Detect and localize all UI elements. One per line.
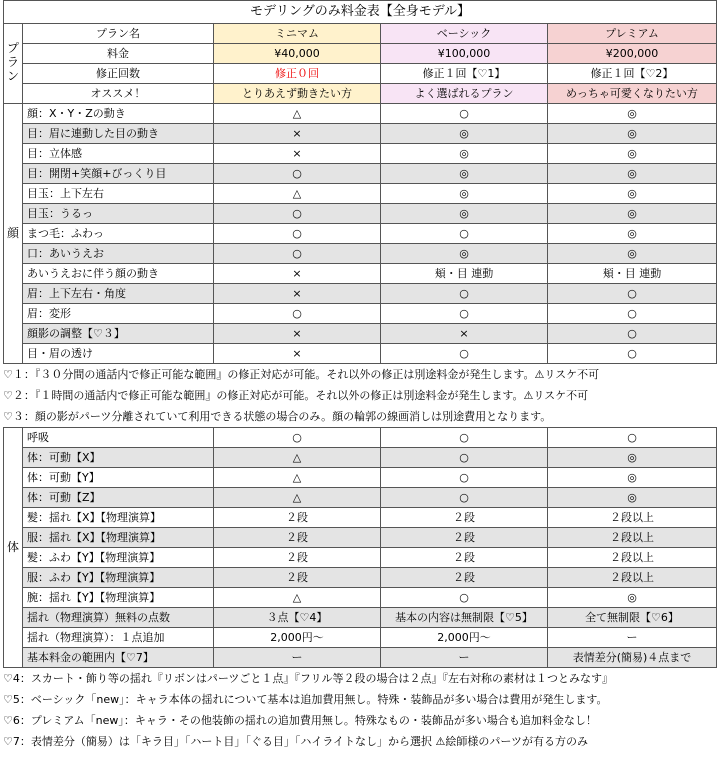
- face-minimum-value: ×: [214, 284, 381, 304]
- body-feature-label: 揺れ（物理演算）無料の点数: [23, 608, 214, 628]
- plan-name-header: プラン名: [23, 24, 214, 44]
- plan-premium: プレミアム: [548, 24, 717, 44]
- footnote: ♡6：プレミアム「new」：キャラ・その他装飾の揺れの追加費用無し。特殊なもの・装飾品が多い場合も追加料金なし！: [3, 714, 597, 727]
- footnote: ♡３：顔の影がパーツ分離されていて利用できる状態の場合のみ。顔の輪郭の線画消しは別途費用となります。: [3, 410, 552, 423]
- body-row: [4, 468, 717, 488]
- body-feature-label: 基本料金の範囲内【♡7】: [23, 648, 214, 668]
- footnote: ♡１：『３０分間の通話内で修正可能な範囲』の修正対応が可能。それ以外の修正は別途料金が発生します。⚠リスケ不可: [3, 368, 600, 381]
- body-feature-label: 揺れ（物理演算）：１点追加: [23, 628, 214, 648]
- body-premium-value: ◎: [548, 588, 717, 608]
- face-row: [4, 104, 717, 124]
- face-basic-value: ◎: [381, 164, 548, 184]
- price-label: 料金: [23, 44, 214, 64]
- body-table: [3, 427, 717, 668]
- price-basic: ¥100,000: [381, 44, 548, 64]
- notes-section-1: [0, 364, 720, 427]
- face-feature-label: 口：あいうえお: [23, 244, 214, 264]
- body-row: [4, 508, 717, 528]
- face-row: [4, 144, 717, 164]
- body-row: [4, 448, 717, 468]
- face-basic-value: ○: [381, 224, 548, 244]
- face-side-label: 顔: [4, 104, 23, 364]
- face-row: [4, 124, 717, 144]
- body-minimum-value: ３点【♡4】: [214, 608, 381, 628]
- recommend-premium: めっちゃ可愛くなりたい方: [548, 84, 717, 104]
- face-basic-value: ◎: [381, 244, 548, 264]
- face-premium-value: ○: [548, 344, 717, 364]
- body-feature-label: 髪：ふわ【Y】【物理演算】: [23, 548, 214, 568]
- body-minimum-value: △: [214, 488, 381, 508]
- face-minimum-value: ○: [214, 244, 381, 264]
- body-row: [4, 588, 717, 608]
- face-premium-value: ◎: [548, 244, 717, 264]
- body-minimum-value: ２段: [214, 508, 381, 528]
- face-minimum-value: ×: [214, 124, 381, 144]
- face-basic-value: 頬・目 連動: [381, 264, 548, 284]
- revisions-minimum: 修正０回: [214, 64, 381, 84]
- body-premium-value: ー: [548, 628, 717, 648]
- body-basic-value: 基本の内容は無制限【♡5】: [381, 608, 548, 628]
- face-row: [4, 244, 717, 264]
- face-feature-label: 顔影の調整【♡３】: [23, 324, 214, 344]
- body-minimum-value: ○: [214, 428, 381, 448]
- face-row: [4, 184, 717, 204]
- face-premium-value: ◎: [548, 164, 717, 184]
- face-row: [4, 304, 717, 324]
- face-feature-label: 目：立体感: [23, 144, 214, 164]
- body-feature-label: 髪：揺れ【X】【物理演算】: [23, 508, 214, 528]
- face-row: [4, 264, 717, 284]
- body-basic-value: ○: [381, 428, 548, 448]
- body-minimum-value: △: [214, 468, 381, 488]
- face-premium-value: ○: [548, 324, 717, 344]
- body-basic-value: ２段: [381, 548, 548, 568]
- body-row: [4, 568, 717, 588]
- face-feature-label: 顔：X・Y・Zの動き: [23, 104, 214, 124]
- face-row: [4, 284, 717, 304]
- face-basic-value: ◎: [381, 144, 548, 164]
- face-premium-value: 頬・目 連動: [548, 264, 717, 284]
- plan-side-label: プラン: [4, 24, 23, 104]
- body-basic-value: 2,000円〜: [381, 628, 548, 648]
- body-minimum-value: ２段: [214, 568, 381, 588]
- body-premium-value: ○: [548, 428, 717, 448]
- body-minimum-value: 2,000円〜: [214, 628, 381, 648]
- body-premium-value: ２段以上: [548, 568, 717, 588]
- body-row: [4, 548, 717, 568]
- face-rows: [4, 104, 717, 364]
- body-row: [4, 628, 717, 648]
- revisions-premium: 修正１回【♡2】: [548, 64, 717, 84]
- body-feature-label: 服：揺れ【X】【物理演算】: [23, 528, 214, 548]
- face-minimum-value: ○: [214, 164, 381, 184]
- page-title: モデリングのみ料金表【全身モデル】: [4, 1, 717, 24]
- face-feature-label: 眉：上下左右・角度: [23, 284, 214, 304]
- face-premium-value: ◎: [548, 184, 717, 204]
- body-minimum-value: △: [214, 448, 381, 468]
- revisions-basic: 修正１回【♡1】: [381, 64, 548, 84]
- body-premium-value: 表情差分(簡易)４点まで: [548, 648, 717, 668]
- face-feature-label: 目玉：うるっ: [23, 204, 214, 224]
- face-feature-label: 目玉：上下左右: [23, 184, 214, 204]
- price-premium: ¥200,000: [548, 44, 717, 64]
- face-premium-value: ◎: [548, 104, 717, 124]
- body-feature-label: 呼吸: [23, 428, 214, 448]
- plan-minimum: ミニマム: [214, 24, 381, 44]
- face-feature-label: あいうえおに伴う顔の動き: [23, 264, 214, 284]
- recommend-label: オススメ！: [23, 84, 214, 104]
- face-basic-value: ○: [381, 344, 548, 364]
- face-row: [4, 344, 717, 364]
- face-premium-value: ○: [548, 304, 717, 324]
- face-basic-value: ×: [381, 324, 548, 344]
- body-basic-value: ○: [381, 468, 548, 488]
- face-premium-value: ◎: [548, 204, 717, 224]
- body-premium-value: ◎: [548, 448, 717, 468]
- face-row: [4, 204, 717, 224]
- plan-basic: ベーシック: [381, 24, 548, 44]
- footnote: ♡5：ベーシック「new」：キャラ本体の揺れについて基本は追加費用無し。特殊・装飾品が多い場合は費用が発生します。: [3, 693, 608, 706]
- body-feature-label: 体：可動【Z】: [23, 488, 214, 508]
- face-minimum-value: ×: [214, 324, 381, 344]
- notes-section-2: [0, 668, 720, 752]
- body-basic-value: ○: [381, 588, 548, 608]
- recommend-basic: よく選ばれるプラン: [381, 84, 548, 104]
- face-premium-value: ◎: [548, 224, 717, 244]
- body-basic-value: ○: [381, 448, 548, 468]
- face-minimum-value: ○: [214, 224, 381, 244]
- body-basic-value: ２段: [381, 508, 548, 528]
- face-feature-label: 眉：変形: [23, 304, 214, 324]
- body-minimum-value: △: [214, 588, 381, 608]
- body-minimum-value: ー: [214, 648, 381, 668]
- body-basic-value: ○: [381, 488, 548, 508]
- body-premium-value: ２段以上: [548, 528, 717, 548]
- body-premium-value: ◎: [548, 468, 717, 488]
- body-basic-value: ２段: [381, 568, 548, 588]
- face-minimum-value: ○: [214, 304, 381, 324]
- revisions-label: 修正回数: [23, 64, 214, 84]
- body-row: [4, 428, 717, 448]
- body-row: [4, 608, 717, 628]
- face-premium-value: ◎: [548, 124, 717, 144]
- body-premium-value: ２段以上: [548, 548, 717, 568]
- body-basic-value: ２段: [381, 528, 548, 548]
- footnote: ♡4：スカート・飾り等の揺れ『リボンはパーツごと１点』『フリル等２段の場合は２点』『左右対称の素材は１つとみなす』: [3, 672, 613, 685]
- body-minimum-value: ２段: [214, 548, 381, 568]
- body-premium-value: 全て無制限【♡6】: [548, 608, 717, 628]
- face-feature-label: 目：開閉+笑顔+びっくり目: [23, 164, 214, 184]
- face-row: [4, 224, 717, 244]
- body-rows: [4, 428, 717, 668]
- face-premium-value: ◎: [548, 144, 717, 164]
- face-premium-value: ○: [548, 284, 717, 304]
- face-minimum-value: ×: [214, 264, 381, 284]
- plan-face-table: [3, 0, 717, 364]
- recommend-minimum: とりあえず動きたい方: [214, 84, 381, 104]
- face-basic-value: ○: [381, 304, 548, 324]
- face-minimum-value: ○: [214, 204, 381, 224]
- body-feature-label: 服：ふわ【Y】【物理演算】: [23, 568, 214, 588]
- body-row: [4, 528, 717, 548]
- footnote: ♡7：表情差分（簡易）は「キラ目」「ハート目」「ぐる目」「ハイライトなし」から選択 ⚠絵師様のパーツが有る方のみ: [3, 735, 588, 748]
- body-row: [4, 488, 717, 508]
- body-premium-value: ◎: [548, 488, 717, 508]
- face-feature-label: まつ毛：ふわっ: [23, 224, 214, 244]
- body-row: [4, 648, 717, 668]
- face-row: [4, 164, 717, 184]
- body-minimum-value: ２段: [214, 528, 381, 548]
- face-basic-value: ○: [381, 104, 548, 124]
- body-premium-value: ２段以上: [548, 508, 717, 528]
- body-feature-label: 体：可動【Y】: [23, 468, 214, 488]
- body-basic-value: ー: [381, 648, 548, 668]
- face-feature-label: 目：眉に連動した目の動き: [23, 124, 214, 144]
- face-minimum-value: ×: [214, 144, 381, 164]
- body-side-label: 体: [4, 428, 23, 668]
- face-minimum-value: △: [214, 184, 381, 204]
- face-basic-value: ◎: [381, 124, 548, 144]
- face-basic-value: ◎: [381, 184, 548, 204]
- face-feature-label: 目・眉の透け: [23, 344, 214, 364]
- footnote: ♡２：『１時間の通話内で修正可能な範囲』の修正対応が可能。それ以外の修正は別途料金が発生します。⚠リスケ不可: [3, 389, 589, 402]
- face-row: [4, 324, 717, 344]
- body-feature-label: 体：可動【X】: [23, 448, 214, 468]
- body-feature-label: 腕：揺れ【Y】【物理演算】: [23, 588, 214, 608]
- face-basic-value: ○: [381, 284, 548, 304]
- face-minimum-value: ×: [214, 344, 381, 364]
- face-basic-value: ◎: [381, 204, 548, 224]
- face-minimum-value: △: [214, 104, 381, 124]
- price-minimum: ¥40,000: [214, 44, 381, 64]
